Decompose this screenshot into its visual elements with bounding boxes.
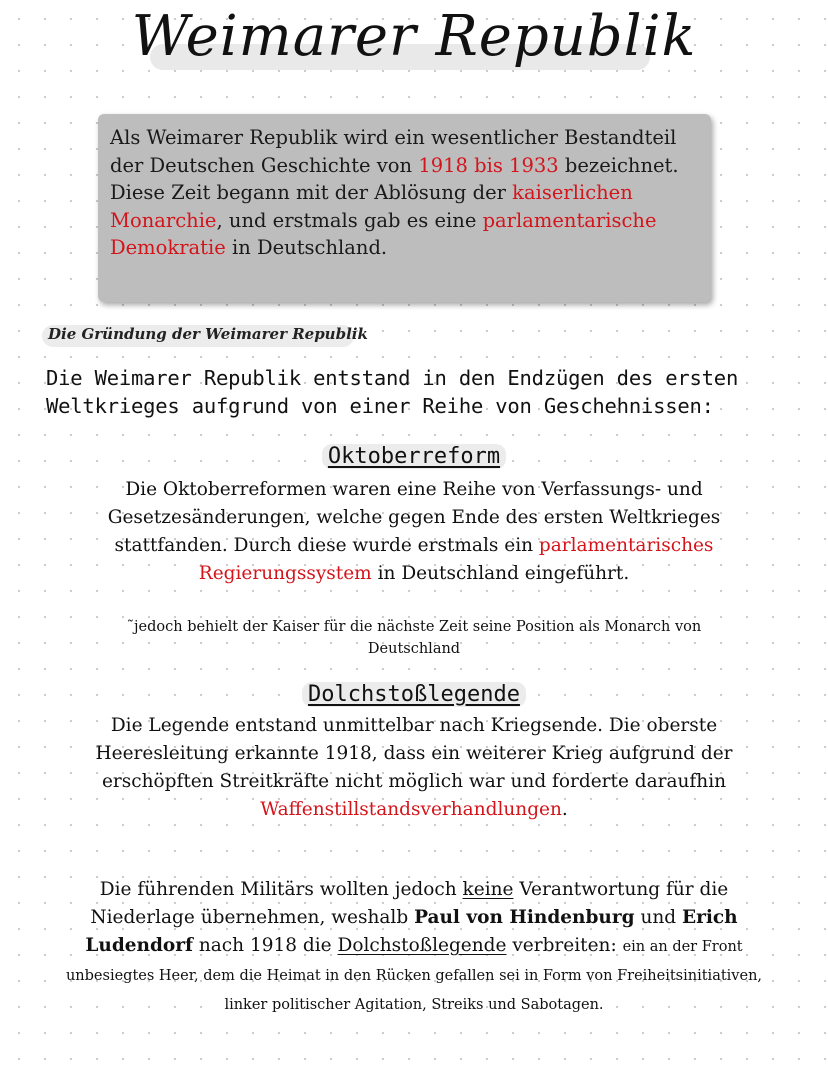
paragraph-text: nach 1918 die (192, 935, 338, 956)
paragraph-text: . (561, 799, 568, 820)
intro-text: in Deutschland. (225, 236, 388, 259)
dolchstoss-paragraph-2 (60, 876, 768, 1019)
name-ludendorf: Erich Ludendorf (85, 907, 738, 956)
page-title: Weimarer Republik (131, 4, 697, 69)
name-hindenburg: Paul von Hindenburg (414, 907, 635, 928)
highlight-waffenstillstand: Waffenstillstandsverhandlungen (260, 799, 562, 820)
heading-dolchstosslegende-text: Dolchstoßlegende (302, 682, 526, 707)
section-subheading: Die Gründung der Weimarer Republik (48, 325, 368, 343)
paragraph-text: Die führenden Militärs wollten jedoch (99, 879, 463, 900)
paragraph-text: in Deutschland eingeführt. (371, 563, 630, 584)
heading-dolchstosslegende (0, 682, 828, 707)
underlined-keine: keine (462, 879, 514, 900)
paragraph-text: verbreiten: (506, 935, 623, 956)
heading-oktoberreform (0, 444, 828, 469)
legend-definition: ein an der Front unbesiegtes Heer, dem die Heimat in den Rücken gefallen sei in Form von Freiheitsinitiativen, linker politischer Agitation, Streiks und Sabotagen. (65, 939, 763, 1013)
intro-highlight-monarchy: kaiserlichen Monarchie (110, 181, 633, 232)
intro-highlight-years: 1918 bis 1933 (418, 153, 559, 177)
oktoberreform-paragraph (60, 476, 768, 588)
intro-text: Als Weimarer Republik wird ein wesentlicher Bestandteil der Deutschen Geschichte von (110, 126, 677, 177)
paragraph-text: Verantwortung für die Niederlage übernehmen, weshalb (90, 879, 729, 928)
highlight-regierungssystem: parlamentarisches Regierungssystem (198, 535, 714, 584)
oktoberreform-note: ˜jedoch behielt der Kaiser für die nächste Zeit seine Position als Monarch von Deutschland (126, 619, 702, 657)
lead-paragraph: Die Weimarer Republik entstand in den Endzügen des ersten Weltkrieges aufgrund von einer Reihe von Geschehnissen: (46, 366, 739, 418)
paragraph-text: Die Oktoberreformen waren eine Reihe von Verfassungs- und Gesetzesänderungen, welche gegen Ende des ersten Weltkrieges stattfanden. Durch diese wurde erstmals ein (107, 479, 721, 556)
underlined-dolchstosslegende: Dolchstoßlegende (337, 935, 507, 956)
intro-text: , und erstmals gab es eine (216, 208, 483, 232)
intro-box (98, 114, 711, 302)
dolchstoss-paragraph-1 (60, 712, 768, 824)
paragraph-text: Die Legende entstand unmittelbar nach Kriegsende. Die oberste Heeresleitung erkannte 1918, dass ein weiterer Krieg aufgrund der erschöpften Streitkräfte nicht möglich war und forderte daraufhin (95, 715, 733, 792)
heading-oktoberreform-text: Oktoberreform (322, 444, 506, 469)
paragraph-text: und (634, 907, 682, 928)
intro-highlight-democracy: parlamentarische Demokratie (110, 208, 657, 259)
intro-text: bezeichnet. Diese Zeit begann mit der Ablösung der (110, 153, 679, 204)
